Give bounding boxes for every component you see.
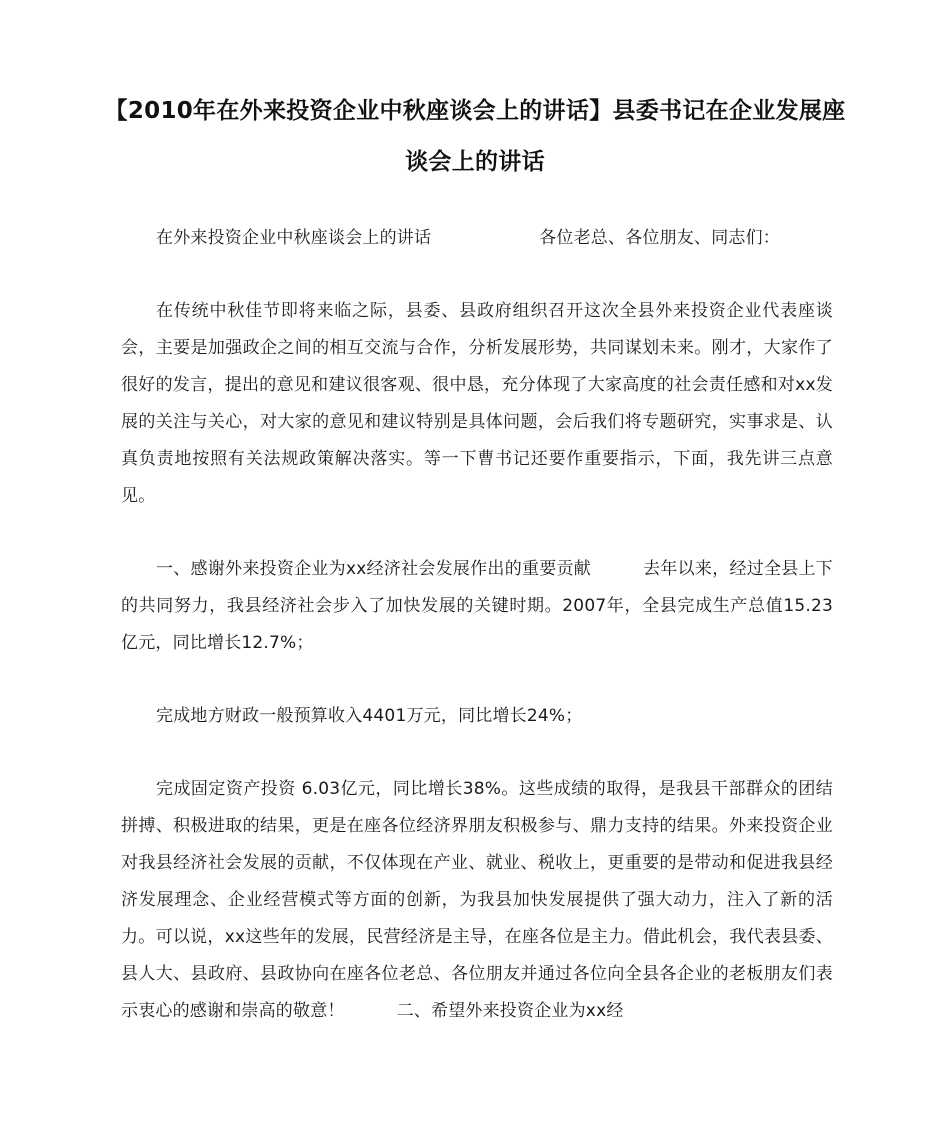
document-title: 【2010年在外来投资企业中秋座谈会上的讲话】县委书记在企业发展座谈会上的讲话: [104, 98, 846, 175]
paragraph-salutation: [121, 220, 833, 257]
section-two-heading: 二、希望外来投资企业为xx经: [396, 1001, 624, 1021]
section-one-text: 去年以来，经过全县上下的共同努力，我县经济社会步入了加快发展的关键时期。2007年，全县完成生产总值15.23亿元，同比增长12.7%；: [121, 559, 834, 653]
paragraph-fixed-investment: [121, 771, 833, 1030]
paragraph-section-one: [121, 551, 833, 662]
section-one-heading: 一、感谢外来投资企业为xx经济社会发展作出的重要贡献: [156, 559, 592, 579]
paragraph-opening: 在传统中秋佳节即将来临之际，县委、县政府组织召开这次全县外来投资企业代表座谈会，主要是加强政企之间的相互交流与合作，分析发展形势，共同谋划未来。刚才，大家作了很好的发言，提出的意见和建议很客观、很中恳，充分体现了大家高度的社会责任感和对xx发展的关注与关心，对大家的意见和建议特别是具体问题，会后我们将专题研究，实事求是、认真负责地按照有关法规政策解决落实。等一下曹书记还要作重要指示，下面，我先讲三点意见。: [121, 301, 833, 506]
salutation-text: 各位老总、各位朋友、同志们：: [539, 228, 781, 248]
document-body: [121, 220, 833, 1030]
paragraph-fiscal-revenue: 完成地方财政一般预算收入4401万元，同比增长24%；: [156, 706, 583, 726]
fixed-investment-text: 完成固定资产投资 6.03亿元，同比增长38%。这些成绩的取得，是我县干部群众的团结拼搏、积极进取的结果，更是在座各位经济界朋友积极参与、鼎力支持的结果。外来投资企业对我县经济社会发展的贡献，不仅体现在产业、就业、税收上，更重要的是带动和促进我县经济发展理念、企业经营模式等方面的创新，为我县加快发展提供了强大动力，注入了新的活力。可以说，xx这些年的发展，民营经济是主导，在座各位是主力。借此机会，我代表县委、县人大、县政府、县政协向在座各位老总、各位朋友并通过各位向全县各企业的老板朋友们表示衷心的感谢和崇高的敬意！: [121, 779, 833, 1021]
speech-heading-text: 在外来投资企业中秋座谈会上的讲话: [156, 228, 432, 248]
